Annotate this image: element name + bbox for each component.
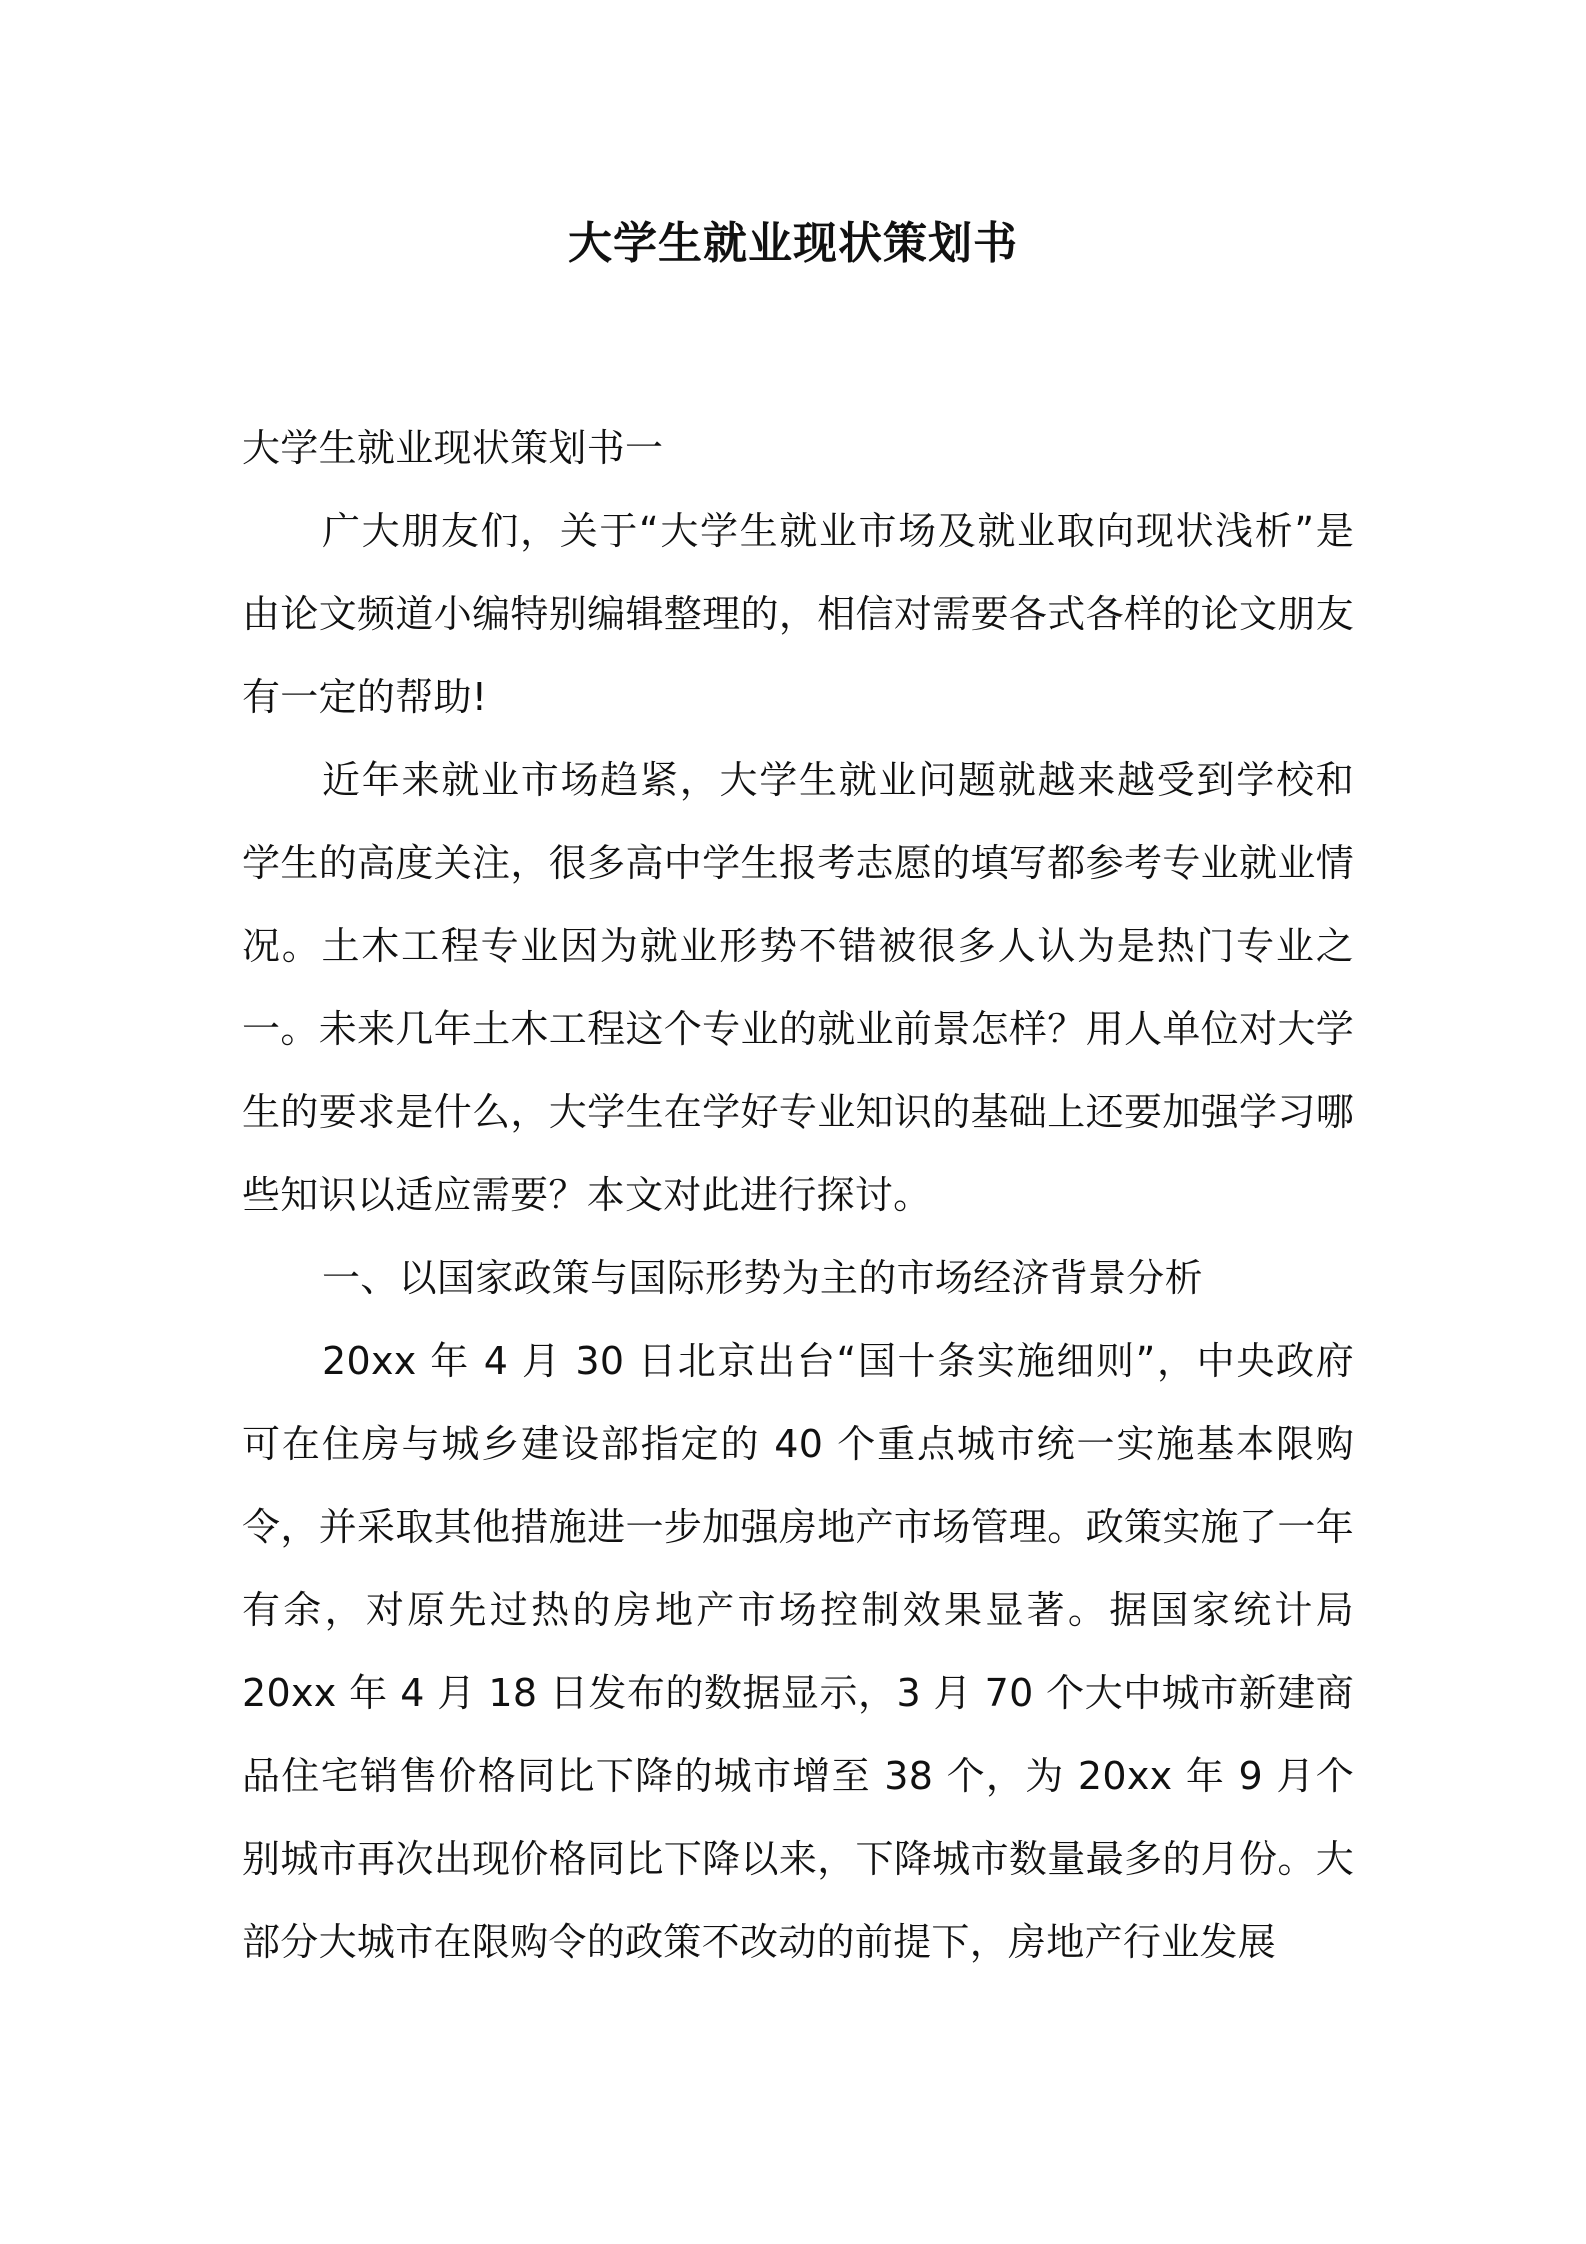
- section-heading: 一、以国家政策与国际形势为主的市场经济背景分析: [322, 1256, 1203, 1300]
- paragraph: 20xx 年 4 月 30 日北京出台“国十条实施细则”，中央政府可在住房与城乡建设部指定的 40 个重点城市统一实施基本限购令，并采取其他措施进一步加强房地产市场管理。政策实施了一年有余，对原先过热的房地产市场控制效果显著。据国家统计局 20xx 年 4 月 18 日发布的数据显示，3 月 70 个大中城市新建商品住宅销售价格同比下降的城市增至 38 个，为 20xx 年 9 月个别城市再次出现价格同比下降以来，下降城市数量最多的月份。大部分大城市在限购令的政策不改动的前提下，房地产行业发展: [242, 1339, 1354, 1964]
- document-title: 大学生就业现状策划书: [568, 218, 1018, 269]
- document-body: [242, 407, 1354, 1984]
- paragraph-heading: 大学生就业现状策划书一: [242, 426, 664, 470]
- paragraph: 广大朋友们，关于“大学生就业市场及就业取向现状浅析”是由论文频道小编特别编辑整理的，相信对需要各式各样的论文朋友有一定的帮助!: [242, 509, 1354, 719]
- paragraph: 近年来就业市场趋紧，大学生就业问题就越来越受到学校和学生的高度关注，很多高中学生报考志愿的填写都参考专业就业情况。土木工程专业因为就业形势不错被很多人认为是热门专业之一。未来几年土木工程这个专业的就业前景怎样？用人单位对大学生的要求是什么，大学生在学好专业知识的基础上还要加强学习哪些知识以适应需要？本文对此进行探讨。: [242, 758, 1354, 1217]
